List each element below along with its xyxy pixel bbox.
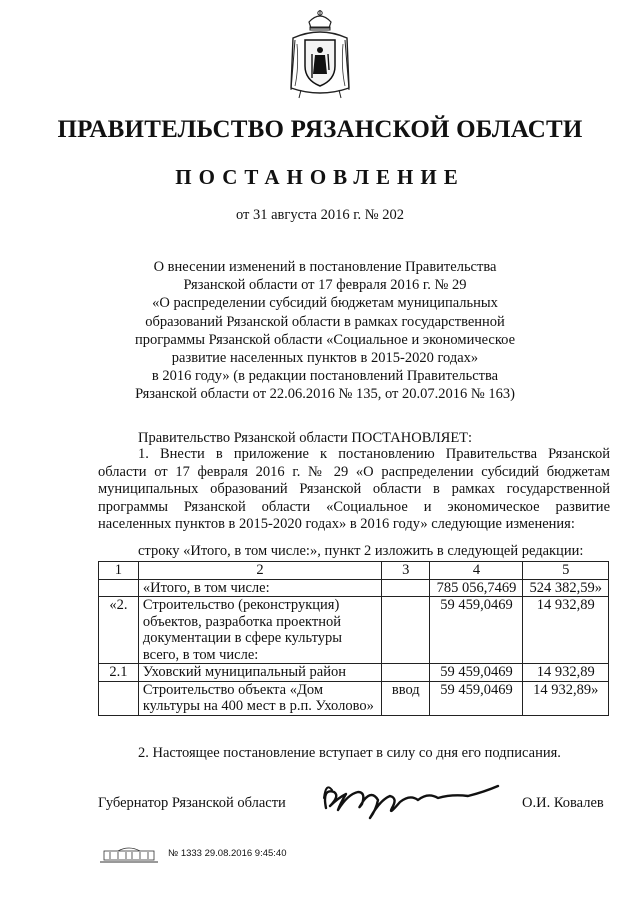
subject-line: Рязанской области от 22.06.2016 № 135, от 20.07.2016 № 163) [135,386,515,403]
row-indicator [382,664,430,682]
table-header-cell: 5 [523,562,609,580]
row-title: Строительство объекта «Дом культуры на 400 мест в р.п. Ухолово» [138,681,381,715]
row-amount-subsidy: 14 932,89» [523,681,609,715]
document-date: от 31 августа 2016 г. № 202 [235,207,405,223]
row-title: Уховский муниципальный район [138,664,381,682]
building-stamp-icon [98,844,160,864]
row-amount-subsidy: 524 382,59» [523,579,609,597]
table-header-cell: 1 [99,562,139,580]
document-type: ПОСТАНОВЛЕНИЕ [175,165,465,189]
table-header-cell: 3 [382,562,430,580]
row-number: 2.1 [99,664,139,682]
row-amount-subsidy: 14 932,89 [523,664,609,682]
handwritten-signature-icon [318,778,504,826]
row-amount-subsidy: 14 932,89 [523,597,609,664]
preamble: Правительство Рязанской области ПОСТАНОВЛЯЕТ: [138,430,473,446]
item-2-paragraph: 2. Настоящее постановление вступает в силу со дня его подписания. [138,745,561,761]
subject-line: «О распределении субсидий бюджетам муниципальных [152,295,498,312]
row-number [99,579,139,597]
table-header-row [99,562,609,580]
row-title: «Итого, в том числе: [138,579,381,597]
paragraph-line: программы Рязанской области «Социальное и экономическое развитие [98,498,610,515]
row-indicator [382,579,430,597]
amendment-table [98,561,609,716]
paragraph-line: 1. Внести в приложение к постановлению Правительства Рязанской [138,446,610,462]
government-title: ПРАВИТЕЛЬСТВО РЯЗАНСКОЙ ОБЛАСТИ [57,116,583,143]
row-number [99,681,139,715]
paragraph-line: муниципальных образований Рязанской области в рамках государственной [98,481,610,498]
row-amount-total: 59 459,0469 [430,664,523,682]
item-1-paragraph [98,446,610,534]
table-row [99,664,609,682]
table-header-cell: 4 [430,562,523,580]
table-row [99,681,609,715]
subject-line: О внесении изменений в постановление Правительства [153,259,497,275]
row-amount-total: 59 459,0469 [430,681,523,715]
paragraph-line: населенных пунктов в 2015-2020 годах» в 2016 году» следующие изменения: [98,516,575,533]
registration-note: № 1333 29.08.2016 9:45:40 [168,848,287,859]
document-subject [110,258,540,404]
row-amount-total: 785 056,7469 [430,579,523,597]
signatory-name: О.И. Ковалев [522,795,604,811]
table-row [99,579,609,597]
signatory-position: Губернатор Рязанской области [98,795,286,811]
subject-line: образований Рязанской области в рамках государственной [145,313,505,330]
paragraph-line: области от 17 февраля 2016 г. № 29 «О распределении субсидий бюджетам [98,463,610,480]
row-indicator [382,597,430,664]
subject-line: развитие населенных пунктов в 2015-2020 годах» [171,350,479,367]
item-1-subclause: строку «Итого, в том числе:», пункт 2 изложить в следующей редакции: [138,543,584,559]
ryazan-coat-of-arms-icon [287,8,353,100]
row-indicator: ввод [382,681,430,715]
row-amount-total: 59 459,0469 [430,597,523,664]
subject-line: программы Рязанской области «Социальное и экономическое [134,331,516,348]
row-number: «2. [99,597,139,664]
subject-line: в 2016 году» (в редакции постановлений Правительства [151,368,499,385]
table-header-cell: 2 [138,562,381,580]
subject-line: Рязанской области от 17 февраля 2016 г. № 29 [183,277,467,294]
row-title: Строительство (реконструкция) объектов, разработка проектной документации в сфере культуры всего, в том числе: [138,597,381,664]
table-row [99,597,609,664]
